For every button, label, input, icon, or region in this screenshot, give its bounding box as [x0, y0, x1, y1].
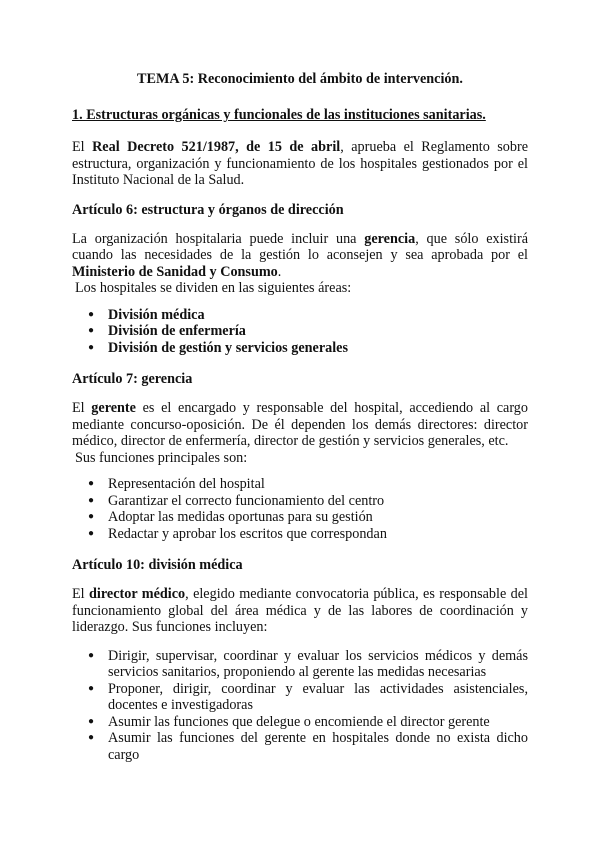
list-item: [84, 323, 528, 340]
list-item-text: Representación del hospital: [108, 476, 265, 492]
bullet-icon: ●: [88, 511, 95, 522]
document-title: TEMA 5: Reconocimiento del ámbito de intervención.: [137, 71, 463, 87]
text: .: [277, 263, 282, 280]
text: , aprueba el Reglamento sobre estructura, organización y funcionamiento de los hospitales gestionados por el Instituto Nacional de la Salud.: [72, 139, 529, 188]
bullet-icon: ●: [88, 527, 95, 539]
list-item-text: División de enfermería: [108, 323, 246, 339]
list-areas: [72, 307, 528, 357]
list-item-text: División médica: [108, 306, 205, 323]
paragraph-organizacion: [72, 231, 528, 281]
bullet-icon: ●: [88, 649, 95, 661]
lead-funciones-gerente: Sus funciones principales son:: [75, 449, 248, 466]
list-item-text: División de gestión y servicios generales: [108, 339, 348, 356]
text: La organización hospitalaria puede incluir una: [72, 230, 365, 247]
list-item-text: Asumir las funciones que delegue o encomiende el director gerente: [108, 713, 490, 730]
paragraph-director-medico: [72, 586, 528, 636]
list-item-text: Asumir las funciones del gerente en hospitales donde no exista dicho cargo: [108, 730, 528, 763]
bullet-icon: ●: [88, 715, 95, 727]
list-item: [84, 476, 528, 493]
bullet-icon: ●: [88, 325, 95, 336]
bold-text-real-decreto: Real Decreto 521/1987, de 15 de abril: [92, 139, 341, 155]
section-heading-estructuras: 1. Estructuras orgánicas y funcionales de las instituciones sanitarias.: [72, 107, 486, 123]
text: El: [72, 139, 93, 155]
list-item-text: Redactar y aprobar los escritos que correspondan: [108, 525, 387, 542]
list-item: [84, 714, 528, 731]
text: , elegido mediante convocatoria pública, es responsable del funcionamiento global del área médica y de las labores de coordinación y liderazgo. Sus funciones incluyen:: [72, 586, 528, 635]
lead-areas: Los hospitales se dividen en las siguientes áreas:: [75, 280, 352, 296]
text: El: [72, 400, 92, 416]
bold-text-gerente: gerente: [91, 400, 136, 416]
bullet-icon: ●: [88, 308, 95, 320]
heading-articulo-6: Artículo 6: estructura y órganos de dirección: [72, 201, 344, 218]
list-item: [84, 340, 528, 357]
bold-text-ministerio: Ministerio de Sanidad y Consumo: [72, 263, 278, 280]
heading-articulo-7: Artículo 7: gerencia: [72, 371, 193, 387]
list-item-text: Adoptar las medidas oportunas para su gestión: [108, 509, 373, 525]
list-item: [84, 648, 528, 681]
heading-articulo-10: Artículo 10: división médica: [72, 557, 243, 573]
bold-text-gerencia: gerencia: [364, 230, 416, 247]
bullet-icon: ●: [88, 341, 95, 353]
list-item: [84, 307, 528, 324]
list-item: [84, 730, 528, 763]
list-item-text: Dirigir, supervisar, coordinar y evaluar los servicios médicos y demás servicios sanitarios, proponiendo al gerente las medidas necesarias: [108, 647, 528, 680]
text: El: [72, 586, 90, 602]
bullet-icon: ●: [88, 494, 95, 506]
list-funciones-director: [72, 648, 528, 764]
list-item: [84, 509, 528, 526]
list-item-text: Garantizar el correcto funcionamiento del centro: [108, 492, 385, 509]
paragraph-real-decreto: [72, 139, 528, 189]
bold-text-director-medico: director médico: [89, 586, 186, 602]
list-item: [84, 493, 528, 510]
list-funciones-gerente: [72, 476, 528, 542]
text: , que sólo existirá cuando las necesidades de la gestión lo aconsejen y sea aprobada por el: [72, 230, 528, 263]
bullet-icon: ●: [88, 732, 95, 743]
list-item-text: Proponer, dirigir, coordinar y evaluar las actividades asistenciales, docentes e investigadoras: [108, 680, 528, 713]
paragraph-gerente: [72, 400, 528, 450]
list-item: [84, 681, 528, 714]
bullet-icon: ●: [88, 682, 95, 694]
list-item: [84, 526, 528, 543]
text: es el encargado y responsable del hospital, accediendo al cargo mediante concurso-oposición. De él dependen los demás directores: director médico, director de enfermería, director de gestión y servicios generales, etc.: [72, 400, 528, 449]
bullet-icon: ●: [88, 478, 95, 489]
